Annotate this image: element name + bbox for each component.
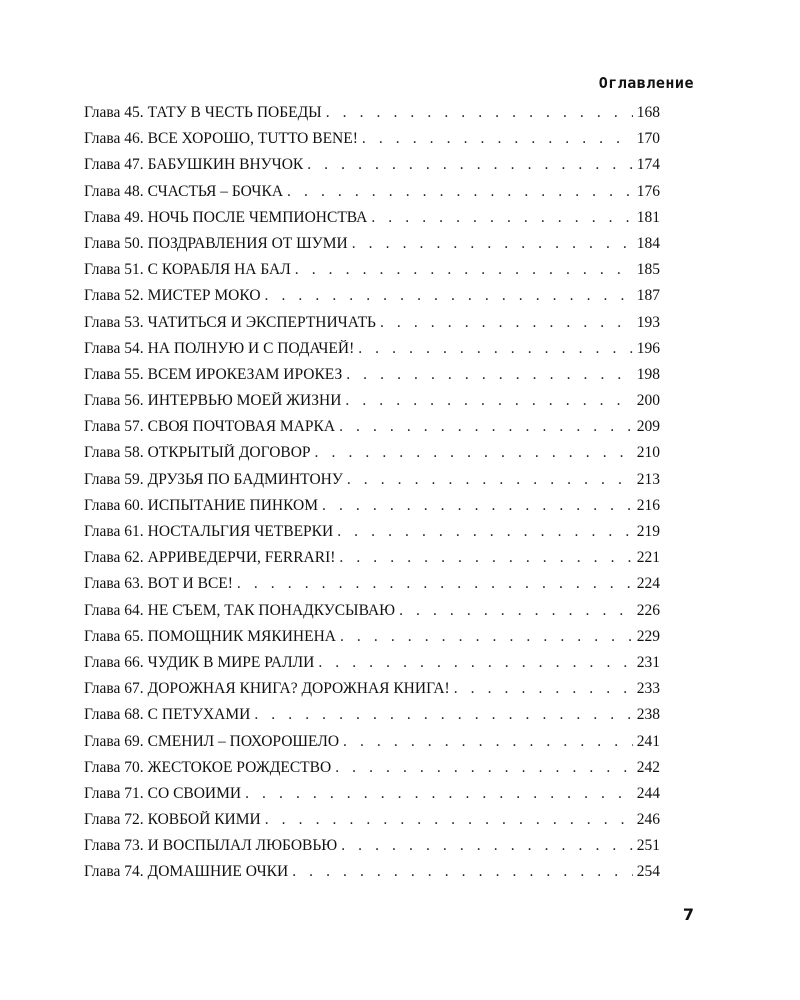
toc-chapter-number: Глава 62.	[84, 549, 144, 567]
toc-page-number: 185	[636, 261, 660, 279]
toc-chapter-number: Глава 66.	[84, 653, 144, 671]
toc-page-number: 200	[636, 392, 660, 410]
toc-chapter-number: Глава 73.	[84, 837, 144, 855]
toc-entry	[84, 811, 660, 837]
toc-page-number: 213	[636, 470, 660, 488]
toc-entry	[84, 340, 660, 366]
toc-dot-leader	[292, 863, 633, 881]
toc-chapter-title: КОВБОЙ КИМИ	[147, 811, 261, 829]
toc-entry	[84, 130, 660, 156]
toc-entry	[84, 287, 660, 313]
toc-page-number: 198	[636, 365, 660, 383]
toc-entry	[84, 471, 660, 497]
toc-chapter-number: Глава 65.	[84, 627, 144, 645]
toc-page-number: 170	[636, 130, 660, 148]
toc-entry	[84, 209, 660, 235]
toc-page-number: 244	[636, 784, 660, 802]
toc-chapter-number: Глава 67.	[84, 680, 144, 698]
toc-entry	[84, 759, 660, 785]
toc-entry	[84, 733, 660, 759]
toc-entry	[84, 706, 660, 732]
toc-chapter-number: Глава 57.	[84, 418, 144, 436]
toc-dot-leader	[245, 785, 633, 803]
toc-entry	[84, 235, 660, 261]
toc-chapter-title: И ВОСПЫЛАЛ ЛЮБОВЬЮ	[147, 837, 338, 855]
toc-page-number: 168	[636, 104, 660, 121]
toc-dot-leader	[362, 130, 633, 148]
toc-chapter-title: СО СВОИМИ	[147, 784, 242, 802]
toc-chapter-title: С КОРАБЛЯ НА БАЛ	[147, 261, 291, 279]
toc-chapter-number: Глава 68.	[84, 706, 144, 724]
toc-chapter-number: Глава 52.	[84, 287, 144, 305]
toc-chapter-number: Глава 48.	[84, 182, 144, 200]
toc-chapter-title: ДОМАШНИЕ ОЧКИ	[147, 863, 289, 881]
toc-chapter-number: Глава 50.	[84, 234, 144, 252]
toc-page-number: 219	[636, 523, 660, 540]
toc-page-number: 251	[636, 837, 660, 855]
toc-dot-leader	[352, 235, 633, 253]
toc-page-number: 196	[636, 339, 660, 357]
toc-entry	[84, 654, 660, 680]
toc-entry	[84, 863, 660, 889]
toc-dot-leader	[265, 811, 633, 829]
page-header: Оглавление	[598, 74, 694, 92]
toc-chapter-title: ДРУЗЬЯ ПО БАДМИНТОНУ	[147, 470, 343, 488]
toc-entry	[84, 785, 660, 811]
toc-chapter-number: Глава 74.	[84, 863, 144, 881]
toc-page-number: 238	[636, 706, 660, 724]
toc-chapter-title: БАБУШКИН ВНУЧОК	[147, 156, 304, 174]
toc-chapter-title: ОТКРЫТЫЙ ДОГОВОР	[147, 444, 311, 462]
toc-chapter-title: ПОМОЩНИК МЯКИНЕНА	[147, 627, 336, 645]
toc-entry	[84, 628, 660, 654]
toc-dot-leader	[346, 366, 633, 384]
toc-chapter-number: Глава 61.	[84, 523, 144, 540]
toc-chapter-number: Глава 45.	[84, 104, 144, 121]
toc-dot-leader	[358, 340, 633, 358]
toc-chapter-title: НОЧЬ ПОСЛЕ ЧЕМПИОНСТВА	[147, 208, 368, 226]
toc-dot-leader	[307, 156, 633, 174]
toc-page-number: 216	[636, 496, 660, 514]
toc-page-number: 184	[636, 234, 660, 252]
toc-dot-leader	[237, 575, 633, 593]
toc-entry	[84, 549, 660, 575]
toc-entry	[84, 392, 660, 418]
toc-chapter-title: ВСЕМ ИРОКЕЗАМ ИРОКЕЗ	[147, 365, 343, 383]
toc-dot-leader	[318, 654, 632, 672]
toc-page-number: 242	[636, 758, 660, 776]
page-number: 7	[682, 905, 694, 924]
toc-chapter-number: Глава 60.	[84, 496, 144, 514]
toc-chapter-title: С ПЕТУХАМИ	[147, 706, 251, 724]
toc-dot-leader	[340, 628, 633, 646]
toc-chapter-title: СВОЯ ПОЧТОВАЯ МАРКА	[147, 418, 336, 436]
toc-page-number: 231	[636, 653, 660, 671]
toc-entry	[84, 418, 660, 444]
toc-chapter-number: Глава 51.	[84, 261, 144, 279]
toc-entry	[84, 444, 660, 470]
toc-dot-leader	[371, 209, 632, 227]
toc-chapter-title: ВОТ И ВСЕ!	[147, 575, 233, 593]
toc-entry	[84, 497, 660, 523]
toc-page-number: 193	[636, 313, 660, 331]
toc-page-number: 210	[636, 444, 660, 462]
toc-entry	[84, 366, 660, 392]
toc-chapter-title: ПОЗДРАВЛЕНИЯ ОТ ШУМИ	[147, 234, 348, 252]
toc-chapter-number: Глава 58.	[84, 444, 144, 462]
toc-chapter-title: НОСТАЛЬГИЯ ЧЕТВЕРКИ	[147, 523, 334, 540]
toc-entry	[84, 602, 660, 628]
toc-entry	[84, 523, 660, 549]
toc-dot-leader	[337, 523, 633, 541]
toc-dot-leader	[341, 837, 633, 855]
toc-chapter-number: Глава 59.	[84, 470, 144, 488]
toc-chapter-title: НЕ СЪЕМ, ТАК ПОНАДКУСЫВАЮ	[147, 601, 396, 619]
toc-entry	[84, 261, 660, 287]
toc-chapter-title: СМЕНИЛ – ПОХОРОШЕЛО	[147, 732, 340, 750]
toc-page-number: 226	[636, 601, 660, 619]
table-of-contents	[84, 104, 660, 890]
toc-chapter-number: Глава 72.	[84, 811, 144, 829]
toc-dot-leader	[454, 680, 633, 698]
toc-entry	[84, 837, 660, 863]
toc-dot-leader	[295, 261, 633, 279]
toc-page-number: 221	[636, 549, 660, 567]
toc-chapter-title: АРРИВЕДЕРЧИ, FERRARI!	[147, 549, 336, 567]
toc-entry	[84, 156, 660, 182]
toc-page-number: 187	[636, 287, 660, 305]
toc-dot-leader	[339, 549, 632, 567]
toc-page-number: 174	[636, 156, 660, 174]
toc-page-number: 181	[636, 208, 660, 226]
toc-chapter-number: Глава 53.	[84, 313, 144, 331]
toc-page-number: 241	[636, 732, 660, 750]
toc-page-number: 176	[636, 182, 660, 200]
toc-chapter-number: Глава 69.	[84, 732, 144, 750]
toc-chapter-number: Глава 55.	[84, 365, 144, 383]
toc-entry	[84, 314, 660, 340]
toc-chapter-title: МИСТЕР МОКО	[147, 287, 261, 305]
toc-chapter-number: Глава 46.	[84, 130, 144, 148]
toc-page-number: 246	[636, 811, 660, 829]
toc-dot-leader	[287, 183, 633, 201]
toc-dot-leader	[347, 471, 633, 489]
toc-page-number: 254	[636, 863, 660, 881]
toc-dot-leader	[345, 392, 632, 410]
toc-dot-leader	[315, 444, 633, 462]
toc-page-number: 209	[636, 418, 660, 436]
toc-chapter-number: Глава 70.	[84, 758, 144, 776]
toc-entry	[84, 575, 660, 601]
toc-chapter-title: ИСПЫТАНИЕ ПИНКОМ	[147, 496, 319, 514]
toc-chapter-title: ТАТУ В ЧЕСТЬ ПОБЕДЫ	[147, 104, 322, 121]
toc-dot-leader	[335, 759, 633, 777]
toc-chapter-number: Глава 47.	[84, 156, 144, 174]
toc-chapter-number: Глава 49.	[84, 208, 144, 226]
toc-page-number: 229	[636, 627, 660, 645]
toc-dot-leader	[326, 104, 633, 122]
toc-dot-leader	[343, 733, 633, 751]
toc-chapter-title: ЖЕСТОКОЕ РОЖДЕСТВО	[147, 758, 332, 776]
toc-dot-leader	[322, 497, 633, 515]
toc-chapter-title: ЧАТИТЬСЯ И ЭКСПЕРТНИЧАТЬ	[147, 313, 376, 331]
toc-chapter-title: НА ПОЛНУЮ И С ПОДАЧЕЙ!	[147, 339, 355, 357]
toc-page-number: 233	[636, 680, 660, 698]
toc-chapter-title: СЧАСТЬЯ – БОЧКА	[147, 182, 284, 200]
toc-chapter-number: Глава 64.	[84, 601, 144, 619]
toc-chapter-title: ЧУДИК В МИРЕ РАЛЛИ	[147, 653, 315, 671]
toc-entry	[84, 183, 660, 209]
toc-dot-leader	[339, 418, 633, 436]
toc-page-number: 224	[636, 575, 660, 593]
toc-dot-leader	[380, 314, 633, 332]
toc-chapter-number: Глава 54.	[84, 339, 144, 357]
toc-chapter-number: Глава 71.	[84, 784, 144, 802]
toc-dot-leader	[265, 287, 633, 305]
toc-chapter-title: ИНТЕРВЬЮ МОЕЙ ЖИЗНИ	[147, 392, 342, 410]
toc-dot-leader	[254, 706, 632, 724]
toc-chapter-number: Глава 63.	[84, 575, 144, 593]
toc-chapter-title: ВСЕ ХОРОШО, TUTTO BENE!	[147, 130, 358, 148]
toc-chapter-number: Глава 56.	[84, 392, 144, 410]
toc-entry	[84, 680, 660, 706]
toc-entry	[84, 104, 660, 130]
toc-dot-leader	[399, 602, 633, 620]
toc-chapter-title: ДОРОЖНАЯ КНИГА? ДОРОЖНАЯ КНИГА!	[147, 680, 450, 698]
